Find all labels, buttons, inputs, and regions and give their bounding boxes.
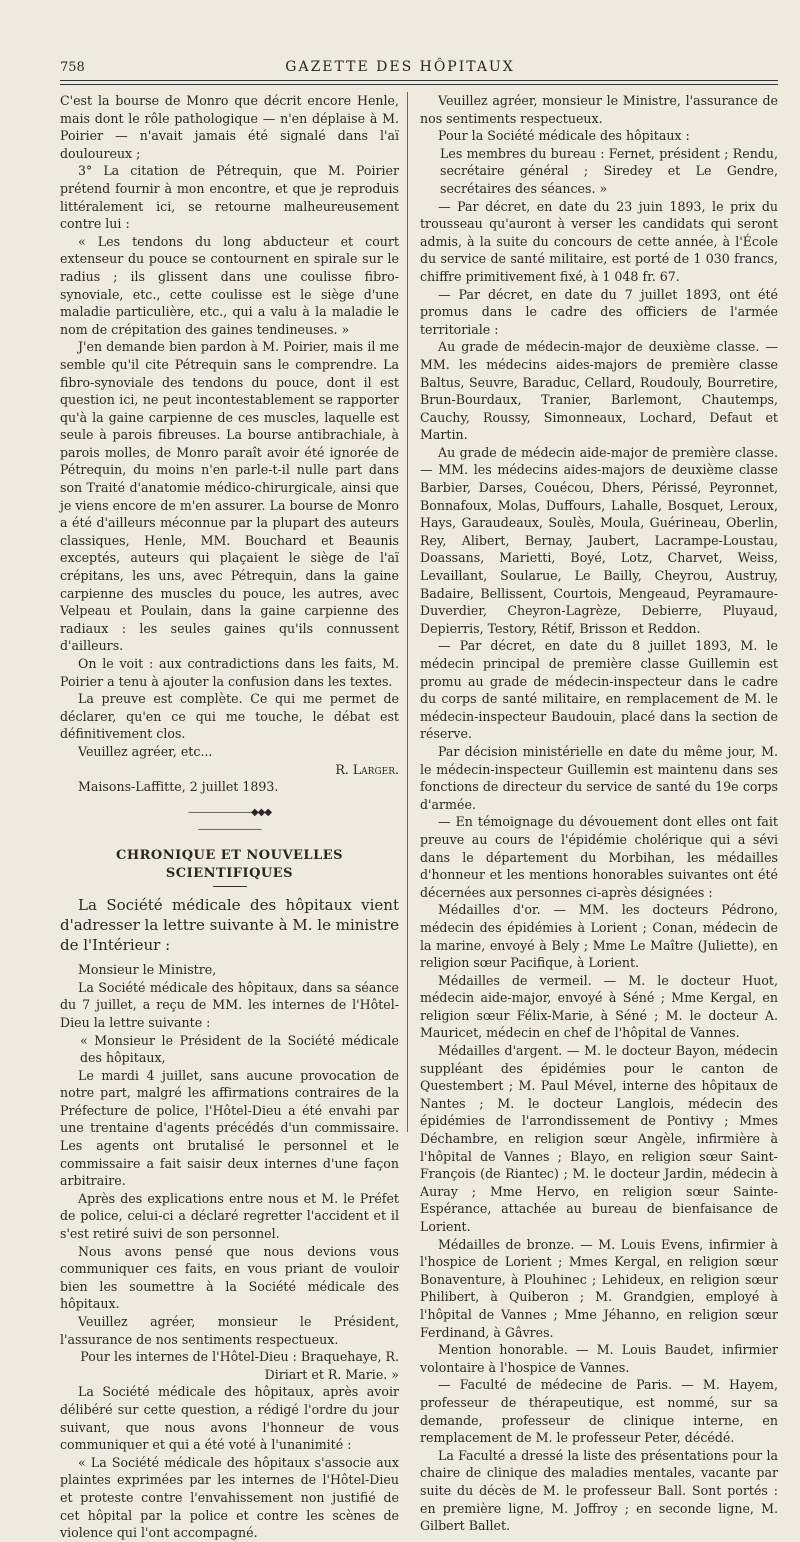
paragraph: C'est la bourse de Monro que décrit encore Henle, mais dont le rôle pathologique — n'en déplaise à M. Poirier — n'avait jamais été signalé dans l'aï douloureux ; (60, 93, 399, 161)
paragraph: Veuillez agréer, etc... (78, 743, 213, 759)
paragraph: Mention honorable. — M. Louis Baudet, infirmier volontaire à l'hospice de Vannes. (420, 1342, 778, 1375)
paragraph: Par décision ministérielle en date du même jour, M. le médecin-inspecteur Guillemin est maintenu dans ses fonctions de directeur du service de santé du 19e corps d'armée. (420, 743, 778, 812)
column-divider (407, 92, 408, 1132)
paragraph: 3° La citation de Pétrequin, que M. Poirier prétend fournir à mon encontre, et que je reproduis littéralement ici, se retourne malheureusement contre lui : (60, 163, 399, 232)
salutation: Monsieur le Ministre, (78, 962, 217, 978)
paragraph: Médailles de bronze. — M. Louis Evens, infirmier à l'hospice de Lorient ; Mmes Kergal, en religion sœur Bonaventure, à Plouhinec ; Lehideux, en religion sœur Philibert, à Quiberon ; M. Grandgien, employé à l'hôpital de Vannes ; Mme Jéhanno, en religion sœur Ferdinand, à Gâvres. (420, 1236, 778, 1340)
paragraph: Médailles de vermeil. — M. le docteur Huot, médecin aide-major, envoyé à Séné ; Mme Kergal, en religion sœur Félix-Marie, à Séné ; M. le docteur A. Mauricet, médecin en chef de l'hôpital de Vannes. (420, 972, 778, 1041)
paragraph: Médailles d'or. — MM. les docteurs Pédrono, médecin des épidémies à Lorient ; Conan, médecin de la marine, envoyé à Bely ; Mme Le Maître (Juliette), en religion sœur Pacifique, à Lorient. (420, 902, 778, 971)
signature: R. Larger. (335, 761, 399, 777)
paragraph: — Par décret, en date du 8 juillet 1893, M. le médecin principal de première classe Guillemin est promu au grade de médecin-inspecteur dans le cadre du corps de santé militaire, en remplacement de M. le médecin-inspecteur Baudouin, placé dans la section de réserve. (420, 638, 778, 742)
ornamental-separator: ———————◆◆◆——————— (187, 806, 272, 836)
section-title: CHRONIQUE ET NOUVELLES SCIENTIFIQUES (115, 847, 344, 881)
paragraph: Après des explications entre nous et M. le Préfet de police, celui-ci a déclaré regretter l'accident et il s'est retiré suivi de son personnel. (60, 1190, 399, 1242)
paragraph: — Faculté de médecine de Paris. — M. Hayem, professeur de thérapeutique, est nommé, sur sa demande, professeur de clinique interne, en remplacement de M. le professeur Peter, décédé. (420, 1377, 778, 1446)
lead-paragraph: La Société médicale des hôpitaux vient d'adresser la lettre suivante à M. le ministre de l'Intérieur : (60, 896, 399, 955)
paragraph: La Société médicale des hôpitaux, dans sa séance du 7 juillet, a reçu de MM. les internes de l'Hôtel-Dieu la lettre suivante : (60, 979, 399, 1030)
signatories: Pour les internes de l'Hôtel-Dieu : Braquehaye, R. Diriart et R. Marie. » (80, 1349, 399, 1382)
page-header (0, 54, 800, 80)
quotation: « Les tendons du long abducteur et court extenseur du pouce se contournent en spirale sur le radius ; ils glissent dans une coulisse fibro-synoviale, etc., cette coulisse est le siège d'une maladie particulière, etc., qui a valu à la maladie le nom de crépitation des gaines tendineuses. » (60, 233, 399, 337)
paragraph: Pour la Société médicale des hôpitaux : (438, 128, 690, 144)
paragraph: Veuillez agréer, monsieur le Président, l'assurance de nos sentiments respectueux. (60, 1314, 399, 1347)
section-rule (213, 886, 247, 887)
paragraph: — En témoignage du dévouement dont elles ont fait preuve au cours de l'épidémie cholérique qui a sévi dans le département du Morbihan, les médailles d'honneur et les mentions honorables suivantes ont été décernées aux personnes ci-après désignées : (420, 814, 778, 900)
paragraph: « La Société médicale des hôpitaux s'associe aux plaintes exprimées par les internes de l'Hôtel-Dieu et proteste contre l'envahissement non justifié de cet hôpital par la police et contre les scènes de violence qui l'ont accompagné. (60, 1454, 399, 1541)
paragraph: Veuillez agréer, monsieur le Ministre, l'assurance de nos sentiments respectueux. (420, 93, 778, 126)
paragraph: On le voit : aux contradictions dans les faits, M. Poirier a tenu à ajouter la confusion dans les textes. (60, 656, 399, 689)
paragraph: — Par décret, en date du 23 juin 1893, le prix du trousseau qu'auront à verser les candidats qui seront admis, à la suite du concours de cette année, à l'École du service de santé militaire, est porté de 1 030 francs, chiffre primitivement fixé, à 1 048 fr. 67. (420, 198, 778, 284)
paragraph: Le mardi 4 juillet, sans aucune provocation de notre part, malgré les affirmations contraires de la Préfecture de police, l'Hôtel-Dieu a été envahi par une trentaine d'agents précédés d'un commissaire. Les agents ont brutalisé le personnel et le commissaire a fait saisir deux internes d'une façon arbitraire. (60, 1067, 399, 1189)
page-number: 758 (60, 60, 85, 75)
header-rule-bottom (60, 84, 778, 85)
paragraph: Nous avons pensé que nous devions vous communiquer ces faits, en vous priant de vouloir bien les soumettre à la Société médicale des hôpitaux. (60, 1243, 399, 1312)
paragraph: La preuve est complète. Ce qui me permet de déclarer, qu'en ce qui me touche, le débat est définitivement clos. (60, 691, 399, 742)
paragraph: — Par décret, en date du 7 juillet 1893, ont été promus dans le cadre des officiers de l'armée territoriale : (420, 286, 778, 337)
bureau-members: Les membres du bureau : Fernet, président ; Rendu, secrétaire général ; Siredey et Le Gendre, secrétaires des séances. » (440, 145, 778, 196)
paragraph: J'en demande bien pardon à M. Poirier, mais il me semble qu'il cite Pétrequin sans le comprendre. La fibro-synoviale des tendons du pouce, dont il est question ici, ne peut incontestablement se rapporter qu'à la gaine carpienne de ces muscles, laquelle est seule à parois fibreuses. La bourse antibrachiale, à parois molles, de Monro paraît avoir été ignorée de Pétrequin, du moins n'en parle-t-il nulle part dans son Traité d'anatomie médico-chirurgicale, ainsi que je viens encore de m'en assurer. La bourse de Monro a été d'ailleurs méconnue par la plupart des auteurs classiques, Henle, MM. Bouchard et Beaunis exceptés, auteurs qui plaçaient le siège de l'aï crépitans, les uns, avec Pétrequin, dans la gaine carpienne des muscles du pouce, les autres, avec Velpeau et Poulain, dans la gaine carpienne des radiaux : les seules gaines qu'ils connussent d'ailleurs. (60, 339, 399, 654)
paragraph: La Société médicale des hôpitaux, après avoir délibéré sur cette question, a rédigé l'ordre du jour suivant, que nous avons l'honneur de vous communiquer et qui a été voté à l'unanimité : (60, 1384, 399, 1453)
left-column (60, 92, 399, 1542)
right-column (420, 92, 778, 1535)
header-rule-top (60, 80, 778, 81)
paragraph: La Faculté a dressé la liste des présentations pour la chaire de clinique des maladies mentales, vacante par suite du décès de M. le professeur Ball. Sont portés : en première ligne, M. Joffroy ; en seconde ligne, M. Gilbert Ballet. (420, 1447, 778, 1534)
quoted-address: « Monsieur le Président de la Société médicale des hôpitaux, (80, 1032, 399, 1066)
paragraph: Au grade de médecin-major de deuxième classe. — MM. les médecins aides-majors de première classe Baltus, Seuvre, Baraduc, Cellard, Roudouly, Bourretire, Brun-Bourdaux, Tranier, Barlemont, Chautemps, Cauchy, Roussy, Simonneaux, Lochard, Defaut et Martin. (420, 339, 778, 443)
journal-title: GAZETTE DES HÔPITAUX (285, 59, 515, 75)
paragraph: Au grade de médecin aide-major de première classe. — MM. les médecins aides-majors de deuxième classe Barbier, Darses, Couécou, Dhers, Périssé, Peyronnet, Bonnafoux, Molas, Duffours, Lahalle, Bosquet, Leroux, Hays, Garaudeaux, Soulès, Moula, Guérineau, Oberlin, Rey, Alibert, Bernay, Jaubert, Lacrampe-Loustau, Doassans, Marietti, Boyé, Lotz, Charvet, Weiss, Levaillant, Soularue, Le Bailly, Cheyrou, Austruy, Badaire, Bellissent, Courtois, Mengeaud, Peyramaure-Duverdier, Cheyron-Lagrèze, Debierre, Pluyaud, Depierris, Testory, Rétif, Brisson et Reddon. (420, 444, 778, 636)
place-date: Maisons-Laffitte, 2 juillet 1893. (78, 779, 279, 795)
paragraph: Médailles d'argent. — M. le docteur Bayon, médecin suppléant des épidémies pour le canton de Questembert ; M. Paul Mével, interne des hôpitaux de Nantes ; M. le docteur Langlois, médecin des épidémies de l'arrondissement de Pontivy ; Mmes Déchambre, en religion sœur Angèle, infirmière à l'hôpital de Vannes ; Blayo, en religion sœur Saint-François (de Riantec) ; M. le docteur Jardin, médecin à Auray ; Mme Hervo, en religion sœur Sainte-Espérance, attachée au bureau de bienfaisance de Lorient. (420, 1043, 778, 1234)
